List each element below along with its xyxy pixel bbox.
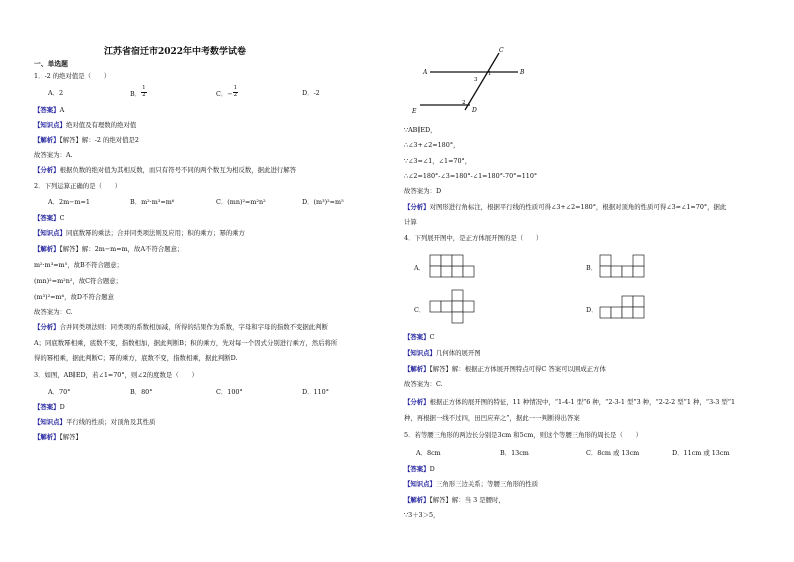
q5-step-1: ∵3＋3＞5， bbox=[404, 511, 440, 519]
q2-point: 【知识点】同底数幂的乘法；合并同类项法则及应用；积的乘方；幂的乘方 bbox=[34, 229, 245, 237]
q3-conclusion: 故答案为：D bbox=[404, 187, 442, 195]
q4-comment: 【分析】根据正方体的展开图的特征，11 种情况中，“1-4-1 型”6 种，“2-3-1 型”3 种，“2-2-2 型”1 种，“3-3 型”1 bbox=[404, 398, 736, 406]
q1-option-d: D．-2 bbox=[302, 89, 320, 97]
q3-option-c: C．100° bbox=[216, 388, 243, 396]
q4-stem: 4．下列展开图中，是正方体展开图的是（ ） bbox=[404, 234, 543, 242]
q2-comment: 【分析】合并同类项法则：同类项的系数相加减，所得的结果作为系数，字母和字母的指数不变据此判断 bbox=[34, 323, 328, 331]
q2-comment-3: 得的幂相乘，据此判断C；幂的乘方，底数不变，指数相乘，据此判断D. bbox=[34, 354, 238, 362]
q3-step-3: ∵∠3=∠1，∠1=70°， bbox=[404, 157, 472, 165]
q4-option-c: C． bbox=[414, 306, 426, 314]
q2-answer: 【答案】C bbox=[34, 214, 65, 222]
label-c: C bbox=[499, 47, 504, 54]
q4-option-a: A． bbox=[414, 264, 426, 272]
q2-option-a: A．2m−m=1 bbox=[48, 198, 90, 206]
q5-answer: 【答案】D bbox=[404, 465, 435, 473]
q3-answer: 【答案】D bbox=[34, 403, 65, 411]
q3-option-a: A．70° bbox=[48, 388, 71, 396]
q1-comment: 【分析】根据负数的绝对值为其相反数，而只有符号不同的两个数互为相反数，据此进行解答 bbox=[34, 166, 297, 174]
q2-stem: 2．下列运算正确的是（ ） bbox=[34, 182, 122, 190]
q1-option-c: C．− $\frac{1}{2}$ bbox=[216, 85, 238, 98]
label-b: B bbox=[520, 69, 525, 76]
q3-step-4: ∴∠2=180°-∠3=180°-∠1=180°-70°=110° bbox=[404, 172, 538, 180]
section-heading: 一、单选题 bbox=[34, 60, 68, 68]
label-d: D bbox=[472, 107, 477, 114]
q3-step-2: ∴∠3+∠2=180°， bbox=[404, 141, 460, 149]
q5-analysis: 【解析】【解答】解：当 3 是腰时， bbox=[404, 496, 505, 504]
q2-option-c: C．(mn)²=m²n² bbox=[216, 198, 266, 206]
q2-analysis: 【解析】【解答】解：2m−m=m，故A不符合题意； bbox=[34, 245, 184, 253]
q4-option-d: D． bbox=[586, 306, 598, 314]
q2-comment-2: A；同底数幂相乘，底数不变，指数相加，据此判断B；积的乘方，先对每一个因式分别进行乘方，然后将所 bbox=[34, 339, 338, 347]
page-title: 江苏省宿迁市2022年中考数学试卷 bbox=[104, 47, 247, 57]
q2-option-b: B．m²·m³=m⁶ bbox=[130, 198, 175, 206]
q5-option-b: B．13cm bbox=[500, 449, 529, 457]
q4-analysis: 【解析】【解答】解：根据正方体展开图特点可得C 答案可以围成正方体 bbox=[404, 365, 606, 373]
q1-conclusion: 故答案为：A. bbox=[34, 151, 73, 159]
q5-point: 【知识点】三角形三边关系；等腰三角形的性质 bbox=[404, 480, 539, 488]
q3-analysis: 【解析】【解答】 bbox=[34, 433, 82, 441]
q2-step-4: (m³)²=m⁶，故D不符合题意 bbox=[34, 293, 115, 301]
q3-step-1: ∵AB∥ED， bbox=[404, 126, 437, 134]
q1-point: 【知识点】绝对值及有理数的绝对值 bbox=[34, 121, 137, 129]
q1-option-a: A．2 bbox=[48, 89, 64, 97]
q3-comment-2: 计算 bbox=[404, 218, 417, 226]
q2-option-d: D．(m³)²=m⁵ bbox=[302, 198, 344, 206]
q3-stem: 3．如图，AB∥ED，若∠1=70°，则∠2的度数是（ ） bbox=[34, 371, 198, 379]
q3-option-b: B．80° bbox=[130, 388, 153, 396]
angle-2-label: 2 bbox=[462, 100, 466, 106]
q2-step-2: m²·m³=m⁵，故B不符合题意； bbox=[34, 261, 124, 269]
q4-conclusion: 故答案为：C. bbox=[404, 380, 443, 388]
q3-option-d: D．110° bbox=[302, 388, 329, 396]
q5-option-d: D．11cm 或 13cm bbox=[672, 449, 730, 457]
q4-answer: 【答案】C bbox=[404, 333, 435, 341]
q1-analysis: 【解析】【解答】解：-2 的绝对值是2 bbox=[34, 136, 139, 144]
q1-answer: 【答案】A bbox=[34, 106, 65, 114]
q2-step-3: (mn)²=m²n²，故C符合题意； bbox=[34, 277, 123, 285]
q5-option-c: C．8cm 或 13cm bbox=[586, 449, 640, 457]
q5-option-a: A．8cm bbox=[416, 449, 441, 457]
q3-point: 【知识点】平行线的性质；对顶角及其性质 bbox=[34, 418, 156, 426]
q1-option-b: B． $\frac{1}{2}$ bbox=[130, 85, 146, 98]
q1-stem: 1．-2 的绝对值是（ ） bbox=[34, 72, 111, 80]
q3-comment: 【分析】对图形进行角标注，根据平行线的性质可得∠3+∠2=180°，根据对顶角的性质可得∠3=∠1=70°，据此 bbox=[404, 203, 727, 211]
q5-stem: 5．若等腰三角形的两边长分别是3cm 和5cm，则这个等腰三角形的周长是（ ） bbox=[404, 431, 643, 439]
q4-comment-2: 种，再根据一线不过四，田凹应弃之”，据此一一判断得出答案 bbox=[404, 414, 580, 422]
angle-3-label: 3 bbox=[474, 77, 478, 83]
label-e: E bbox=[412, 108, 417, 115]
label-a: A bbox=[423, 69, 428, 76]
q2-conclusion: 故答案为：C. bbox=[34, 308, 73, 316]
q4-option-b: B． bbox=[586, 264, 598, 272]
q4-point: 【知识点】几何体的展开图 bbox=[404, 349, 481, 357]
angle-1-label: 1 bbox=[488, 71, 492, 77]
